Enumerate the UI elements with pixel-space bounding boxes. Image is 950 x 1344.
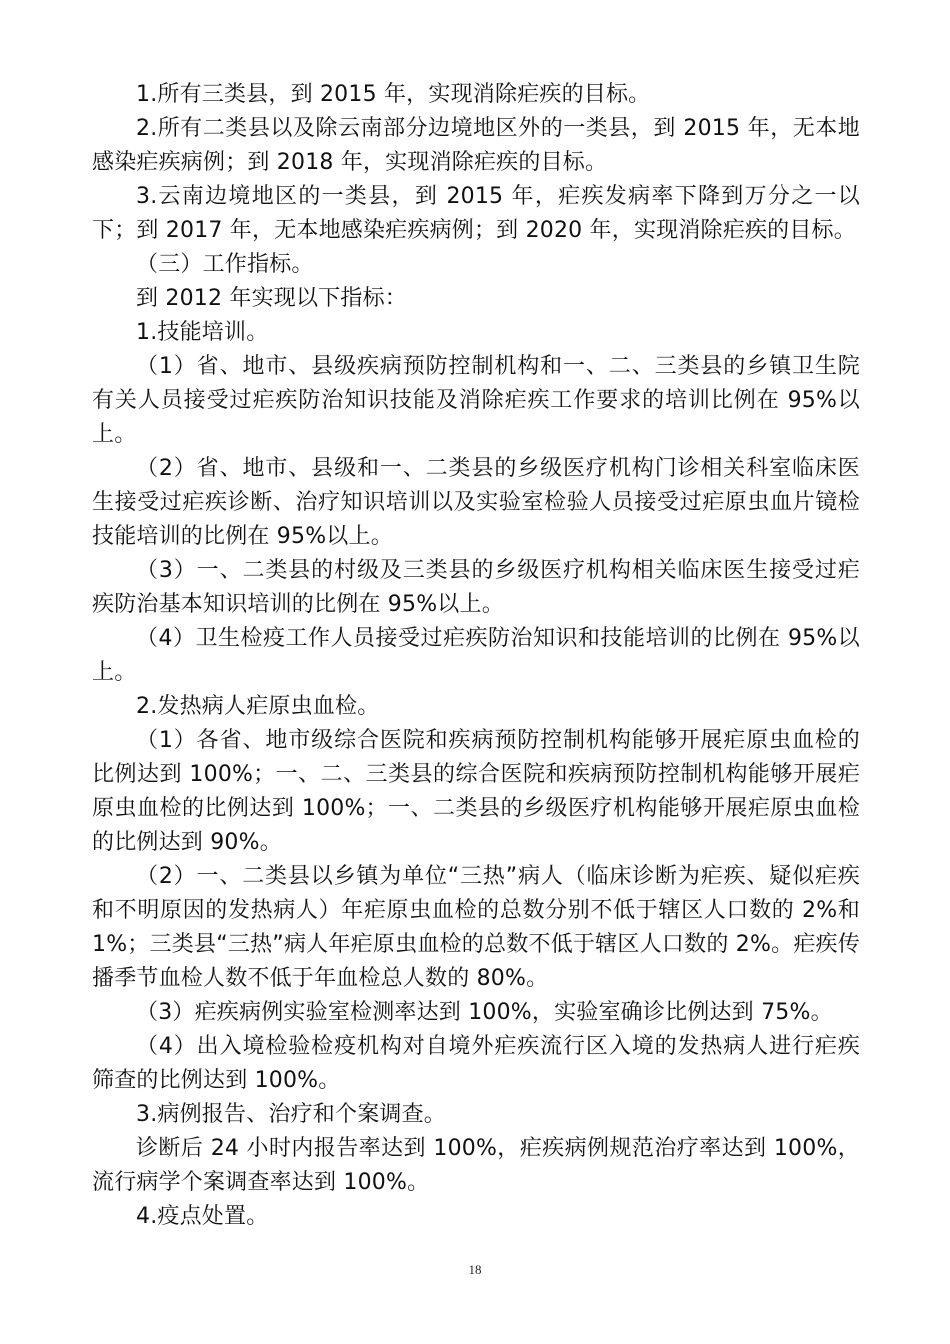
document-body bbox=[92, 78, 860, 1234]
paragraph: （2）一、二类县以乡镇为单位“三热”病人（临床诊断为疟疾、疑似疟疾和不明原因的发热病人）年疟原虫血检的总数分别不低于辖区人口数的 2%和 1%；三类县“三热”病人年疟原虫血检的总数不低于辖区人口数的 2%。疟疾传播季节血检人数不低于年血检总人数的 80%。 bbox=[92, 864, 860, 991]
paragraph: 到 2012 年实现以下指标： bbox=[136, 286, 407, 311]
paragraph: 1.所有三类县，到 2015 年，实现消除疟疾的目标。 bbox=[136, 82, 651, 107]
paragraph: （4）出入境检验检疫机构对自境外疟疾流行区入境的发热病人进行疟疾筛查的比例达到 100%。 bbox=[92, 1034, 860, 1093]
paragraph: （4）卫生检疫工作人员接受过疟疾防治知识和技能培训的比例在 95%以上。 bbox=[92, 626, 860, 685]
subsection-heading: 2.发热病人疟原虫血检。 bbox=[136, 694, 380, 719]
paragraph: （3）疟疾病例实验室检测率达到 100%，实验室确诊比例达到 75%。 bbox=[136, 1000, 833, 1025]
section-heading: （三）工作指标。 bbox=[136, 252, 314, 277]
paragraph: （1）省、地市、县级疾病预防控制机构和一、二、三类县的乡镇卫生院有关人员接受过疟疾防治知识技能及消除疟疾工作要求的培训比例在 95%以上。 bbox=[92, 354, 860, 447]
page-number: 18 bbox=[468, 1262, 482, 1277]
paragraph: （3）一、二类县的村级及三类县的乡级医疗机构相关临床医生接受过疟疾防治基本知识培训的比例在 95%以上。 bbox=[92, 558, 860, 617]
paragraph: （1）各省、地市级综合医院和疾病预防控制机构能够开展疟原虫血检的比例达到 100%；一、二、三类县的综合医院和疾病预防控制机构能够开展疟原虫血检的比例达到 100%；一、二类县的乡级医疗机构能够开展疟原虫血检的比例达到 90%。 bbox=[92, 728, 860, 855]
paragraph: 2.所有二类县以及除云南部分边境地区外的一类县，到 2015 年，无本地感染疟疾病例；到 2018 年，实现消除疟疾的目标。 bbox=[92, 116, 860, 175]
subsection-heading: 1.技能培训。 bbox=[136, 320, 269, 345]
subsection-heading: 3.病例报告、治疗和个案调查。 bbox=[136, 1102, 446, 1127]
paragraph: （2）省、地市、县级和一、二类县的乡级医疗机构门诊相关科室临床医生接受过疟疾诊断、治疗知识培训以及实验室检验人员接受过疟原虫血片镜检技能培训的比例在 95%以上。 bbox=[92, 456, 860, 549]
paragraph: 诊断后 24 小时内报告率达到 100%，疟疾病例规范治疗率达到 100%，流行病学个案调查率达到 100%。 bbox=[92, 1136, 860, 1195]
subsection-heading: 4.疫点处置。 bbox=[136, 1204, 269, 1229]
paragraph: 3.云南边境地区的一类县，到 2015 年，疟疾发病率下降到万分之一以下；到 2017 年，无本地感染疟疾病例；到 2020 年，实现消除疟疾的目标。 bbox=[92, 184, 860, 243]
